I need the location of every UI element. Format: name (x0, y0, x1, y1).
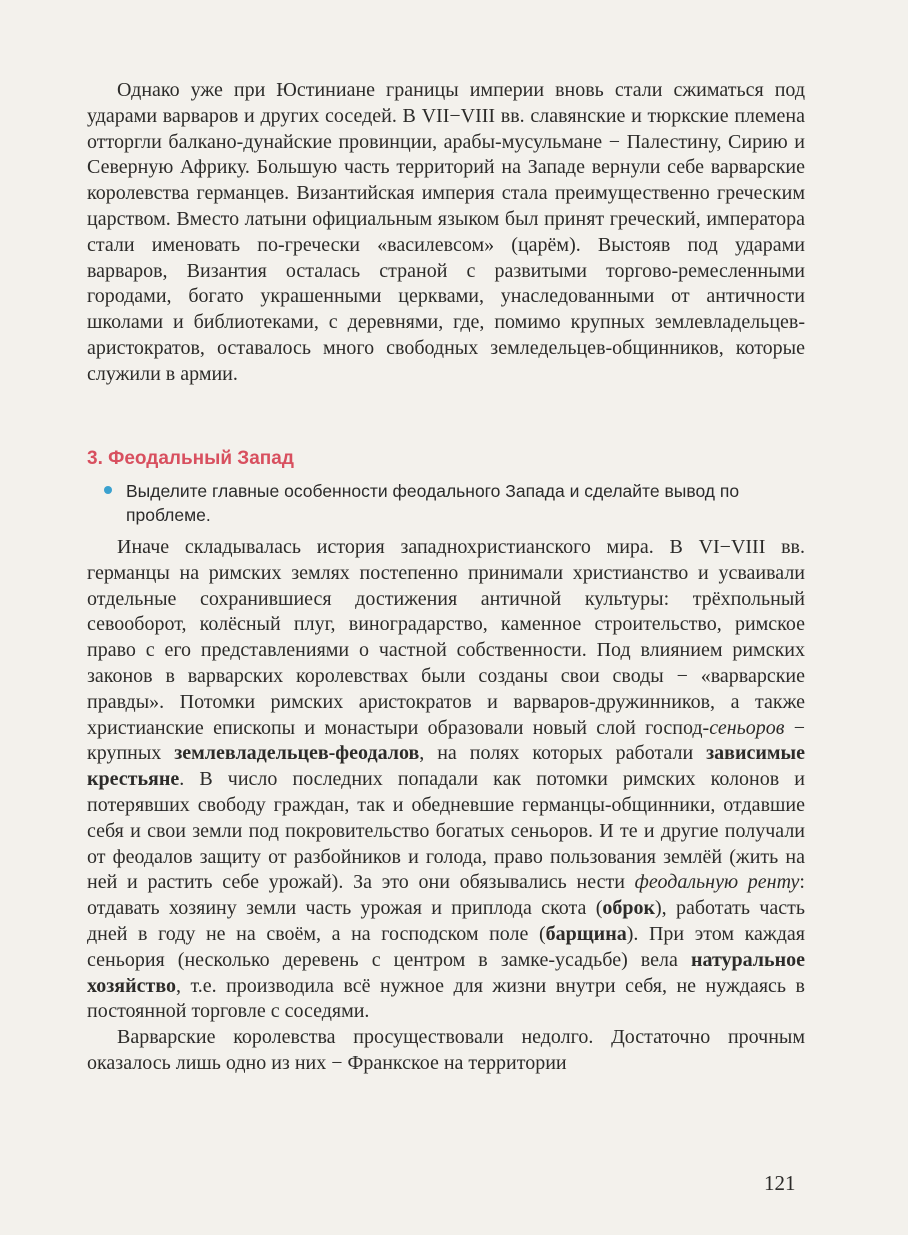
bullet-icon (104, 486, 112, 494)
term-barshchina: барщина (545, 922, 627, 945)
text-run: − крупных (87, 716, 805, 765)
paragraph-barbarian-kingdoms: Варварские королевства просуществовали недолго. Достаточно прочным оказалось лишь одно из них − Франкское на территории (87, 1026, 805, 1074)
term-dependent-peasants: зависимые крестьяне (87, 742, 806, 791)
text-run: , т.е. производила всё нужное для жизни внутри себя, не нуждаясь в постоянной торговле с соседями. (87, 974, 805, 1023)
page-number: 121 (764, 1171, 796, 1195)
text-run: . В число последних попадали как потомки римских колонов и потерявших свободу граждан, так и обедневшие германцы-общинники, отдавшие себя и свои земли под покровительство богатых сеньоров. И те и другие получали от феодалов защиту от разбойников и голода, право пользования землёй (жить на ней и растить себе урожай). За это они обязывались нести (87, 768, 805, 894)
task-text: Выделите главные особенности феодального Запада и сделайте вывод по проблеме. (126, 481, 740, 525)
paragraph-byzantium: Однако уже при Юстиниане границы империи вновь стали сжиматься под ударами варваров и других соседей. В VII−VIII вв. славянские и тюркские племена отторгли балкано-дунайские провинции, арабы-мусульмане − Палестину, Сирию и Северную Африку. Большую часть территорий на Западе вернули себе варварские королевства германцев. Византийская империя стала преимущественно греческим царством. Вместо латыни официальным языком был принят греческий, императора стали именовать по-гречески «василевсом» (царём). Выстояв под ударами варваров, Византия осталась страной с развитыми торгово-ремесленными городами, богато украшенными церквами, унаследованными от античности школами и библиотеками, с деревнями, где, помимо крупных землевладельцев-аристократов, оставалось много свободных земледельцев-общинников, которые служили в армии. (87, 79, 805, 385)
term-obrok: оброк (602, 897, 656, 920)
term-feudal-landowners: землевладельцев-феодалов (174, 742, 420, 765)
text-run: Иначе складывалась история западнохристианского мира. В VI−VIII вв. германцы на римских землях постепенно принимали христианство и усваивали отдельные сохранившиеся достижения античной культуры: трёхпольный севооборот, колёсный плуг, виноградарство, каменное строительство, римское право с его представлениями о частной собственности. Под влиянием римских законов в варварских королевствах были созданы свои своды − «варварские правды». Потомки римских аристократов и варваров-дружинников, а также христианские епископы и монастыри образовали новый слой господ- (87, 536, 805, 739)
text-run: : отдавать хозяину земли часть урожая и приплода скота ( (87, 871, 805, 920)
term-seigneurs: сеньоров (709, 716, 785, 739)
text-run: ). При этом каждая сеньория (несколько деревень с центром в замке-усадьбе) вела (87, 922, 805, 971)
text-block-main (87, 535, 805, 1077)
text-block-top (87, 78, 805, 388)
term-feudal-rent: феодальную ренту (634, 871, 800, 894)
section-title: 3. Феодальный Запад (87, 448, 294, 469)
task-item (104, 479, 804, 527)
paragraph-feudal-west (87, 535, 805, 1025)
term-natural-economy: натуральное хозяйство (87, 948, 805, 997)
text-run: , на полях которых работали (419, 742, 707, 765)
text-run: ), работать часть дней в году не на своём, а на господском поле ( (87, 897, 806, 945)
